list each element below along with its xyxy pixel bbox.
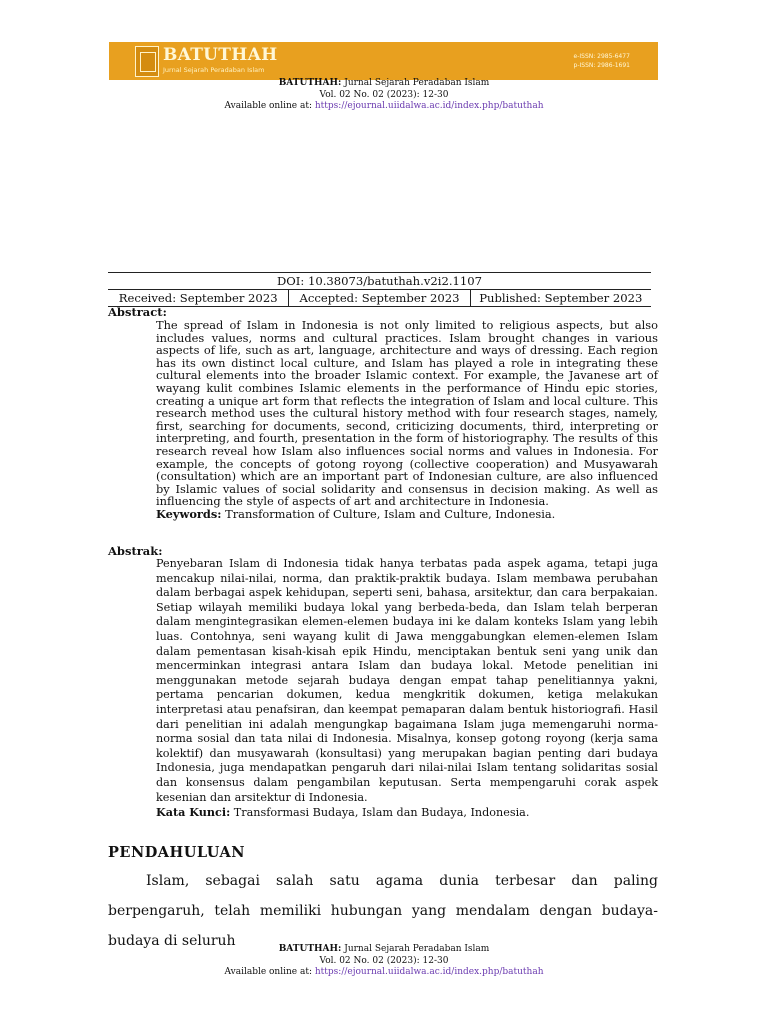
journal-logo-icon: [135, 46, 159, 77]
eissn: e-ISSN: 2985-6477: [573, 53, 630, 60]
intro-text: Islam, sebagai salah satu agama dunia terbesar dan paling berpengaruh, telah memiliki hubungan yang mendalam dengan budaya-budaya di seluruh: [108, 873, 658, 949]
footer-info: [0, 944, 768, 979]
footer-availability: Available online at: https://ejournal.uiidalwa.ac.id/index.php/batuthah: [224, 967, 544, 977]
issn-block: [574, 52, 630, 70]
article-meta-table: [108, 272, 651, 307]
header-journal-name: BATUTHAH: Jurnal Sejarah Peradaban Islam: [278, 78, 490, 88]
abstrak-keywords: Kata Kunci: Transformasi Budaya, Islam dan Budaya, Indonesia.: [156, 805, 530, 820]
section-heading-pendahuluan: PENDAHULUAN: [108, 844, 245, 861]
abstrak-label: Abstrak:: [108, 544, 163, 558]
header-info: [0, 78, 768, 113]
header-volume: Vol. 02 No. 02 (2023): 12-30: [319, 89, 449, 100]
abstract-text: The spread of Islam in Indonesia is not only limited to religious aspects, but also includes values, norms and cultural practices. Islam brought changes in various aspects of life, such as art, language, architecture and ways of dressing. Each region has its own distinct local culture, and Islam has played a role in integrating these cultural elements into the broader Islamic context. For example, the Javanese art of wayang kulit combines Islamic elements in the performance of Hindu epic stories, creating a unique art form that reflects the integration of Islam and local culture. This research method uses the cultural history method with four research stages, namely, first, searching for documents, second, criticizing documents, third, interpreting or interpreting, and fourth, presentation in the form of historiography. The results of this research reveal how Islam also influences social norms and values in Indonesia. For example, the concepts of gotong royong (collective cooperation) and Musyawarah (consultation) which are an important part of Indonesian culture, are also influenced by Islamic values of social solidarity and consensus in decision making. As well as influencing the style of aspects of art and architecture in Indonesia.: [156, 318, 658, 509]
published-date: Published: September 2023: [470, 290, 651, 306]
header-url-link[interactable]: https://ejournal.uiidalwa.ac.id/index.php/batuthah: [314, 101, 544, 111]
doi[interactable]: DOI: 10.38073/batuthah.v2i2.1107: [108, 273, 651, 290]
abstrak-text: Penyebaran Islam di Indonesia tidak hanya terbatas pada aspek agama, tetapi juga mencakup nilai-nilai, norma, dan praktik-praktik budaya. Islam membawa perubahan dalam berbagai aspek kehidupan, seperti seni, bahasa, arsitektur, dan cara berpakaian. Setiap wilayah memiliki budaya lokal yang berbeda-beda, dan Islam telah berperan dalam mengintegrasikan elemen-elemen budaya ini ke dalam konteks Islam yang lebih luas. Contohnya, seni wayang kulit di Jawa menggabungkan elemen-elemen Islam dalam pementasan kisah-kisah epik Hindu, menciptakan bentuk seni yang unik dan mencerminkan integrasi antara Islam dan budaya lokal. Metode penelitian ini menggunakan metode sejarah budaya dengan empat tahap penelitiannya yakni, pertama pencarian dokumen, kedua mengkritik dokumen, ketiga melakukan interpretasi atau penafsiran, dan keempat pemaparan dalam bentuk historiografi. Hasil dari penelitian ini adalah mengungkap bagaimana Islam juga memengaruhi norma-norma sosial dan tata nilai di Indonesia. Misalnya, konsep gotong royong (kerja sama kolektif) dan musyawarah (konsultasi) yang merupakan bagian penting dari budaya Indonesia, juga mendapatkan pengaruh dari nilai-nilai Islam tentang solidaritas sosial dan konsensus dalam pengambilan keputusan. Serta mempengaruhi corak aspek kesenian dan arsitektur di Indonesia.: [156, 557, 658, 804]
accepted-date: Accepted: September 2023: [288, 290, 469, 306]
footer-url-link[interactable]: https://ejournal.uiidalwa.ac.id/index.php/batuthah: [314, 967, 544, 977]
pissn: p-ISSN: 2986-1691: [573, 62, 630, 69]
abstract-keywords: Keywords: Transformation of Culture, Islam and Culture, Indonesia.: [156, 506, 556, 521]
abstrak-body: [156, 557, 658, 821]
footer-journal-name: BATUTHAH: Jurnal Sejarah Peradaban Islam: [278, 944, 490, 954]
received-date: Received: September 2023: [118, 291, 278, 305]
abstract-label: Abstract:: [108, 305, 167, 319]
banner-brand: BATUTHAH: [163, 45, 278, 65]
footer-volume: Vol. 02 No. 02 (2023): 12-30: [319, 955, 449, 966]
banner-subtitle: Jurnal Sejarah Peradaban Islam: [163, 66, 265, 74]
intro-paragraph: [108, 866, 658, 956]
header-availability: Available online at: https://ejournal.uiidalwa.ac.id/index.php/batuthah: [224, 101, 544, 111]
journal-banner: [109, 42, 658, 80]
abstract-body: [156, 319, 658, 521]
